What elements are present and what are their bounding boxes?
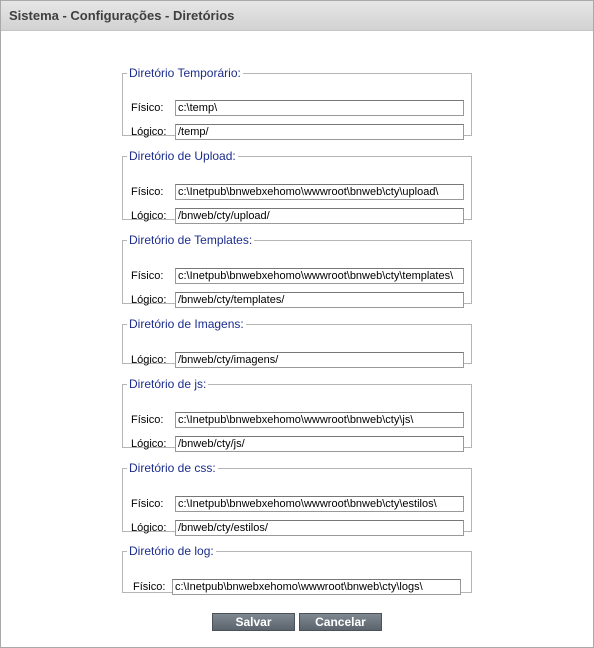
group-upload-legend: Diretório de Upload: [129, 149, 236, 163]
group-log [122, 544, 472, 593]
group-imagens [122, 317, 472, 364]
logico-label: Lógico: [131, 438, 167, 450]
logico-label: Lógico: [131, 210, 167, 222]
group-templates [122, 233, 472, 304]
fisico-label: Físico: [131, 498, 164, 510]
save-button[interactable]: Salvar [212, 613, 295, 631]
window-title: Sistema - Configurações - Diretórios [9, 8, 235, 23]
group-temporario [122, 66, 472, 136]
group-js-legend: Diretório de js: [129, 377, 207, 391]
fisico-label: Físico: [133, 581, 166, 593]
logico-label: Lógico: [131, 294, 167, 306]
group-temporario-legend: Diretório Temporário: [129, 66, 241, 80]
row-fisico [123, 412, 471, 432]
row-fisico [123, 496, 471, 516]
title-bar [1, 1, 593, 31]
temporario-fisico-input[interactable]: c:\temp\ [175, 100, 464, 116]
group-log-legend: Diretório de log: [129, 544, 214, 558]
logico-label: Lógico: [131, 522, 167, 534]
fisico-label: Físico: [131, 414, 164, 426]
css-fisico-input[interactable]: c:\Inetpub\bnwebxehomo\wwwroot\bnweb\cty\estilos\ [175, 496, 464, 512]
imagens-logico-input[interactable]: /bnweb/cty/imagens/ [175, 352, 464, 368]
fisico-label: Físico: [131, 186, 164, 198]
js-fisico-input[interactable]: c:\Inetpub\bnwebxehomo\wwwroot\bnweb\cty\js\ [175, 412, 464, 428]
row-logico [123, 436, 471, 456]
log-fisico-input[interactable]: c:\Inetpub\bnwebxehomo\wwwroot\bnweb\cty\logs\ [172, 579, 461, 595]
row-logico [123, 520, 471, 540]
row-fisico [123, 100, 471, 120]
upload-logico-input[interactable]: /bnweb/cty/upload/ [175, 208, 464, 224]
upload-fisico-input[interactable]: c:\Inetpub\bnwebxehomo\wwwroot\bnweb\cty\upload\ [175, 184, 464, 200]
templates-logico-input[interactable]: /bnweb/cty/templates/ [175, 292, 464, 308]
js-logico-input[interactable]: /bnweb/cty/js/ [175, 436, 464, 452]
row-fisico [123, 579, 471, 599]
group-css [122, 461, 472, 532]
logico-label: Lógico: [131, 354, 167, 366]
css-logico-input[interactable]: /bnweb/cty/estilos/ [175, 520, 464, 536]
group-imagens-legend: Diretório de Imagens: [129, 317, 244, 331]
fisico-label: Físico: [131, 270, 164, 282]
group-upload [122, 149, 472, 220]
temporario-logico-input[interactable]: /temp/ [175, 124, 464, 140]
row-logico [123, 352, 471, 372]
group-css-legend: Diretório de css: [129, 461, 216, 475]
row-fisico [123, 268, 471, 288]
row-logico [123, 124, 471, 144]
fisico-label: Físico: [131, 102, 164, 114]
row-fisico [123, 184, 471, 204]
templates-fisico-input[interactable]: c:\Inetpub\bnwebxehomo\wwwroot\bnweb\cty\templates\ [175, 268, 464, 284]
logico-label: Lógico: [131, 126, 167, 138]
row-logico [123, 292, 471, 312]
row-logico [123, 208, 471, 228]
group-js [122, 377, 472, 448]
group-templates-legend: Diretório de Templates: [129, 233, 253, 247]
cancel-button[interactable]: Cancelar [299, 613, 382, 631]
